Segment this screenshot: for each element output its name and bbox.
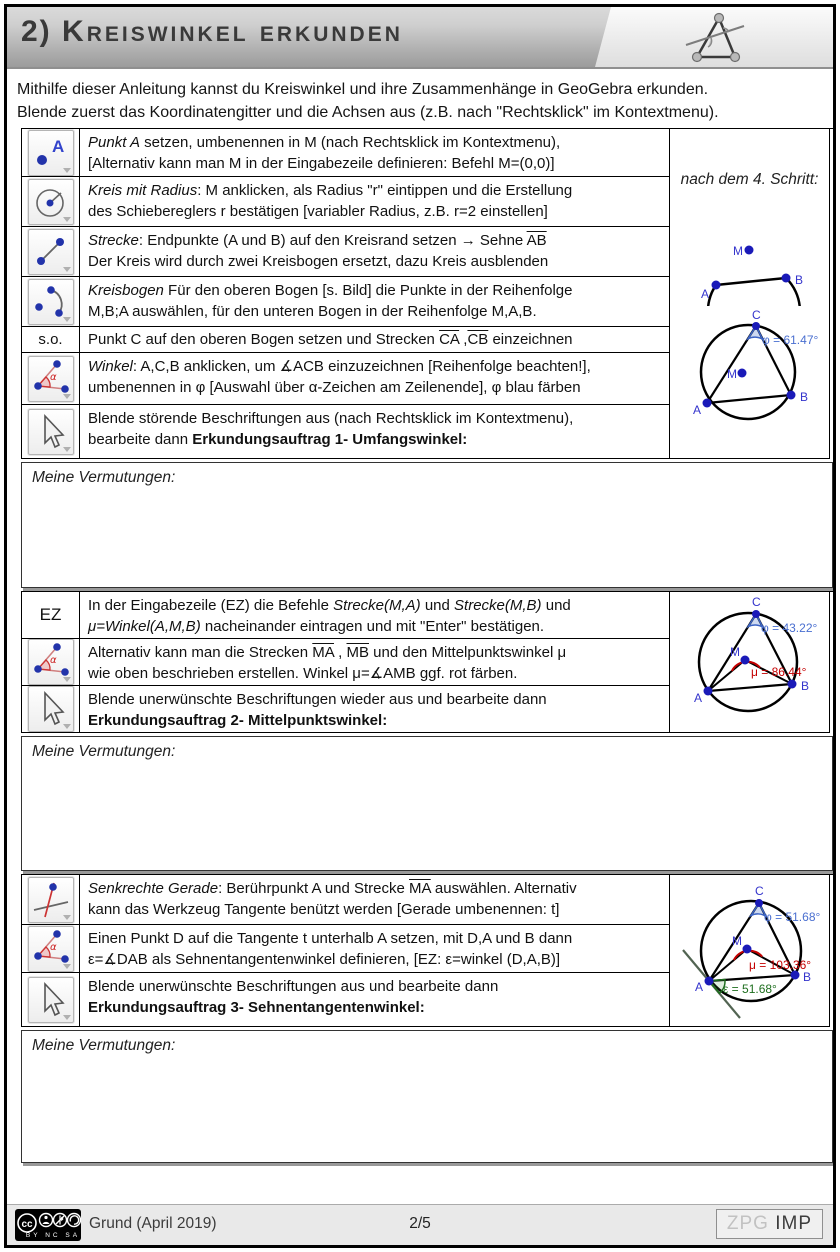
geogebra-command: Strecke(M,B)	[454, 597, 542, 614]
zpg-label: ZPG	[726, 1213, 769, 1234]
label-M: M	[732, 244, 743, 258]
angle-epsilon-value: ε = 51.68°	[722, 982, 777, 996]
instruction-text: Blende störende Beschriftungen aus (nach Rechtsklick im Kontextmenu),	[88, 410, 574, 427]
label-C: C	[751, 310, 761, 322]
segment-name: $\overline{MA}$	[409, 880, 431, 897]
instruction-text: bearbeite dann	[88, 431, 193, 448]
tool-name: Senkrechte Gerade	[88, 880, 219, 897]
label-B: B	[799, 390, 808, 404]
title-text: Kreiswinkel erkunden	[62, 15, 403, 48]
instruction-cell	[80, 227, 670, 277]
angle-mu-value: μ = 103.36°	[748, 958, 811, 972]
task-title: Erkundungsauftrag 3- Sehnentangentenwinkel:	[88, 999, 425, 1016]
diagram-inscribed-angle	[675, 310, 825, 436]
zpg-imp-logo	[716, 1209, 823, 1239]
instruction-text: : M anklicken, als Radius "r" eintippen und die Erstellung	[197, 182, 573, 199]
instruction-cell	[80, 973, 670, 1027]
page-number: 2/5	[409, 1215, 431, 1232]
tool-cell	[22, 405, 80, 459]
diagram-central-angle	[675, 596, 825, 732]
instruction-text: [Alternativ kann man M in der Eingabezeile definieren: Befehl M=(0,0)]	[88, 155, 555, 172]
intro-line-2: Blende zuerst das Koordinatengitter und die Achsen aus (z.B. nach "Rechtsklick" im Kontextmenu).	[17, 104, 719, 121]
tool-cell	[22, 639, 80, 686]
segment-name: $\overline{AB}$	[526, 232, 547, 249]
instruction-text: setzen, umbenennen in M (nach Rechtsklick im Kontextmenu),	[139, 134, 561, 151]
angle-mu-value: μ = 86.44°	[750, 665, 806, 679]
tool-dropdown-icon	[63, 964, 71, 969]
logo-panel	[595, 7, 833, 67]
worksheet-page	[4, 4, 836, 1248]
tool-dropdown-icon	[63, 677, 71, 682]
instruction-text: und den Mittelpunktswinkel μ	[369, 644, 567, 661]
segment-tool-icon	[28, 229, 74, 275]
intro-line-1: Mithilfe dieser Anleitung kannst du Kreiswinkel und ihre Zusammenhänge in GeoGebra erkunden.	[17, 81, 709, 98]
conjecture-box-2[interactable]	[21, 736, 833, 871]
instruction-cell	[80, 925, 670, 973]
instruction-text: : A,C,B anklicken, um ∡ACB einzuzeichnen [Reihenfolge beachten!],	[132, 358, 591, 375]
instruction-cell	[80, 277, 670, 327]
side-figures-cell	[670, 129, 830, 459]
tool-dropdown-icon	[63, 217, 71, 222]
tool-name: Winkel	[88, 358, 133, 375]
tool-dropdown-icon	[63, 1015, 71, 1020]
tool-name: Kreis mit Radius	[88, 182, 198, 199]
tool-cell	[22, 177, 80, 227]
side-figures-cell	[670, 592, 830, 733]
perpendicular-line-tool-icon	[28, 877, 74, 923]
input-bar-label: EZ	[39, 605, 62, 624]
instruction-table-3	[21, 874, 833, 1027]
angle-phi-value: φ = 51.68°	[763, 910, 820, 924]
segment-name: $\overline{MB}$	[346, 644, 369, 661]
tool-name: Punkt A	[88, 134, 140, 151]
instruction-text: M,B;A auswählen, für den unteren Bogen in der Reihenfolge M,A,B.	[88, 303, 537, 320]
segment-name: $\overline{CA}$	[439, 331, 460, 348]
conjecture-label: Meine Vermutungen:	[32, 469, 176, 486]
label-B: B	[794, 273, 803, 287]
tool-cell	[22, 327, 80, 353]
segment-name: $\overline{CB}$	[467, 331, 489, 348]
instruction-cell	[80, 639, 670, 686]
instruction-text: Punkt C auf den oberen Bogen setzen und Strecken	[88, 331, 440, 348]
instruction-text: Für den oberen Bogen [s. Bild] die Punkte in der Reihenfolge	[163, 282, 573, 299]
angle-phi-value: φ = 43.22°	[760, 621, 817, 635]
tool-dropdown-icon	[63, 168, 71, 173]
label-C: C	[751, 596, 761, 609]
instruction-cell	[80, 875, 670, 925]
credit-text: Grund (April 2019)	[89, 1215, 217, 1232]
side-figures-cell	[670, 875, 830, 1027]
imp-label: IMP	[775, 1213, 812, 1234]
intro-paragraph	[7, 69, 833, 128]
angle-tool-icon	[28, 356, 74, 402]
task-title: Erkundungsauftrag 2- Mittelpunktswinkel:	[88, 712, 388, 729]
arc-tool-icon	[28, 279, 74, 325]
page-header	[7, 7, 833, 69]
instruction-text: und	[420, 597, 455, 614]
point-tool-icon	[28, 130, 74, 176]
instruction-text: umbenennen in φ [Auswahl über α-Zeichen am Zeilenende], φ blau färben	[88, 379, 581, 396]
conjecture-box-3[interactable]	[21, 1030, 833, 1163]
conjecture-label: Meine Vermutungen:	[32, 1037, 176, 1054]
conjecture-label: Meine Vermutungen:	[32, 743, 176, 760]
segment-name: $\overline{MA}$	[312, 644, 334, 661]
instruction-text: auswählen. Alternativ	[430, 880, 577, 897]
alpha-label: α	[49, 655, 57, 666]
instruction-text: Alternativ kann man die Strecken	[88, 644, 313, 661]
tool-cell	[22, 277, 80, 327]
instruction-table-2	[21, 591, 833, 733]
instruction-text: nacheinander eintragen und mit "Enter" bestätigen.	[200, 618, 545, 635]
label-A: A	[692, 403, 701, 417]
triangle-logo-icon	[683, 11, 747, 65]
pointer-tool-icon	[28, 686, 74, 732]
instruction-text: ,	[459, 331, 468, 348]
alpha-label: α	[49, 371, 57, 383]
side-note: nach dem 4. Schritt:	[680, 171, 819, 188]
instruction-cell	[80, 327, 670, 353]
label-M: M	[729, 645, 740, 659]
instruction-text: Blende unerwünschte Beschriftungen wieder aus und bearbeite dann	[88, 691, 547, 708]
tool-cell	[22, 592, 80, 639]
label-A: A	[694, 980, 703, 994]
task-title: Erkundungsauftrag 1- Umfangswinkel:	[192, 431, 468, 448]
tool-cell	[22, 875, 80, 925]
instruction-text: : Endpunkte (A und B) auf den Kreisrand setzen → Sehne	[138, 232, 527, 249]
tool-name: Kreisbogen	[88, 282, 164, 299]
geogebra-command: Strecke(M,A)	[333, 597, 421, 614]
instruction-text: kann das Werkzeug Tangente benützt werden [Gerade umbenennen: t]	[88, 901, 560, 918]
tool-name: Strecke	[88, 232, 139, 249]
geogebra-command: μ=Winkel(A,M,B)	[88, 618, 201, 635]
instruction-cell	[80, 129, 670, 177]
instruction-text: Der Kreis wird durch zwei Kreisbogen ersetzt, dazu Kreis ausblenden	[88, 253, 549, 270]
angle-tool-icon	[28, 639, 74, 685]
label-A: A	[700, 287, 709, 301]
tool-dropdown-icon	[63, 915, 71, 920]
label-B: B	[802, 970, 811, 984]
instruction-table-1	[21, 128, 833, 459]
instruction-cell	[80, 177, 670, 227]
tool-cell	[22, 686, 80, 733]
alpha-label: α	[49, 941, 57, 953]
tool-cell	[22, 227, 80, 277]
title-number: 2)	[21, 15, 52, 48]
tool-cell	[22, 925, 80, 973]
label-M: M	[731, 934, 742, 948]
instruction-cell	[80, 353, 670, 405]
label-A: A	[693, 691, 702, 705]
instruction-cell	[80, 686, 670, 733]
cc-label: cc	[21, 1219, 33, 1230]
instruction-text: einzeichnen	[488, 331, 573, 348]
instruction-text: ε=∡DAB als Sehnentangentenwinkel definieren, [EZ: ε=winkel (D,A,B)]	[88, 951, 561, 968]
diagram-tangent-chord-angle	[675, 879, 825, 1027]
tool-dropdown-icon	[63, 724, 71, 729]
label-C: C	[754, 884, 764, 898]
instruction-cell	[80, 405, 670, 459]
tool-cell	[22, 353, 80, 405]
instruction-text: des Schiebereglers r bestätigen [variabler Radius, z.B. r=2 einstellen]	[88, 203, 548, 220]
label-M: M	[726, 367, 737, 381]
cc-sub-label: BY NC SA	[25, 1232, 81, 1239]
instruction-text: : Berührpunkt A und Strecke	[218, 880, 410, 897]
instruction-text: ,	[333, 644, 347, 661]
tool-dropdown-icon	[63, 317, 71, 322]
instruction-text: Blende unerwünschte Beschriftungen aus und bearbeite dann	[88, 978, 499, 995]
tool-cell	[22, 129, 80, 177]
tool-dropdown-icon	[63, 447, 71, 452]
instruction-text: Einen Punkt D auf die Tangente t unterhalb A setzen, mit D,A und B dann	[88, 930, 573, 947]
circle-radius-tool-icon	[28, 179, 74, 225]
instruction-text: wie oben beschrieben erstellen. Winkel μ=∡AMB ggf. rot färben.	[88, 665, 518, 682]
pointer-tool-icon	[28, 977, 74, 1023]
angle-phi-value: φ = 61.47°	[761, 333, 818, 347]
tool-dropdown-icon	[63, 267, 71, 272]
instruction-cell	[80, 592, 670, 639]
point-tool-label: A	[51, 136, 64, 156]
conjecture-box-1[interactable]	[21, 462, 833, 588]
label-B: B	[800, 679, 809, 693]
diagram-circle-chord	[675, 194, 825, 306]
tool-cell	[22, 973, 80, 1027]
tool-dropdown-icon	[63, 394, 71, 399]
same-as-above-label: s.o.	[38, 331, 63, 348]
page-footer	[7, 1204, 833, 1245]
instruction-text: In der Eingabezeile (EZ) die Befehle	[88, 597, 334, 614]
pointer-tool-icon	[28, 409, 74, 455]
page-title	[21, 15, 403, 49]
angle-tool-icon	[28, 926, 74, 972]
instruction-text: und	[541, 597, 571, 614]
